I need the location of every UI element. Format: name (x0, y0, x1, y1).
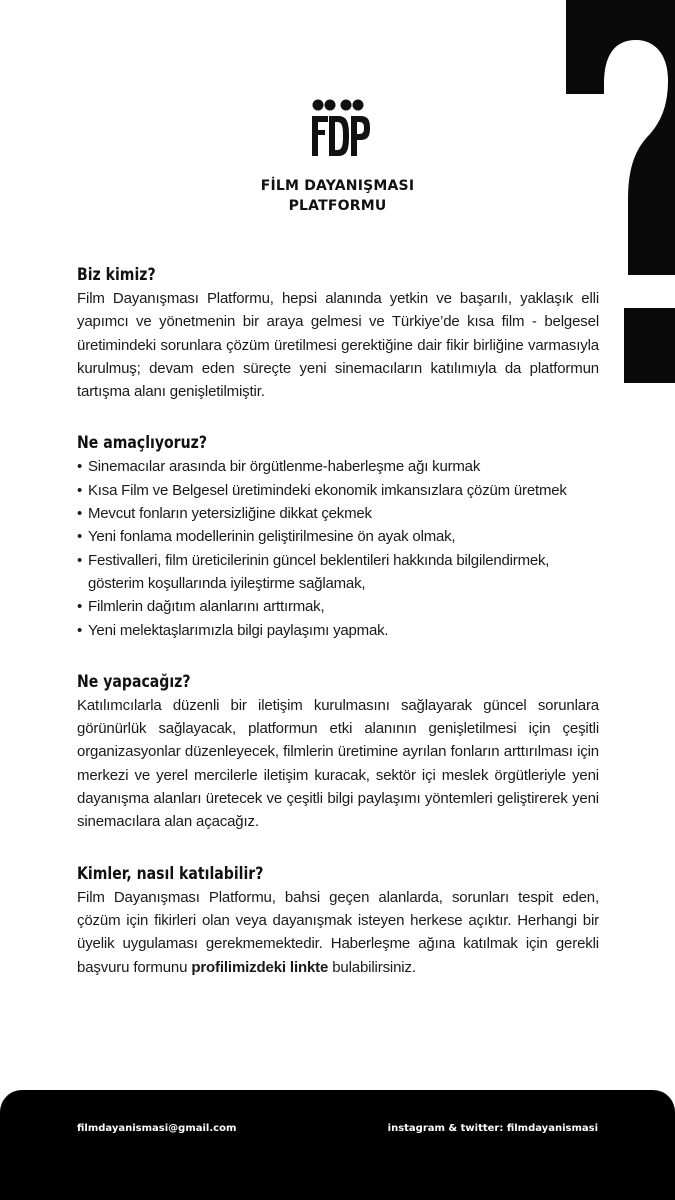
section-title-aims: Ne amaçlıyoruz? (77, 433, 207, 454)
list-item: • Festivalleri, film üreticilerinin güncel beklentileri hakkında bilgilendirmek, gösterim koşullarında iyileştirme sağlamak, (77, 549, 599, 596)
list-item: • Mevcut fonların yetersizliğine dikkat çekmek (77, 502, 599, 525)
section-join (77, 862, 599, 979)
footer-email: filmdayanismasi@gmail.com (77, 1123, 237, 1134)
list-item: • Sinemacılar arasında bir örgütlenme-haberleşme ağı kurmak (77, 455, 599, 478)
brand-name (0, 176, 675, 216)
fdp-logo-icon (296, 98, 380, 160)
section-title-join: Kimler, nasıl katılabilir? (77, 863, 264, 884)
section-title-who: Biz kimiz? (77, 265, 156, 285)
footer-social: instagram & twitter: filmdayanismasi (387, 1123, 598, 1134)
section-body-join (77, 886, 599, 979)
list-item: • Yeni fonlama modellerinin geliştirilmesine ön ayak olmak, (77, 525, 599, 548)
section-title-plans: Ne yapacağız? (77, 671, 191, 692)
section-who (77, 263, 599, 403)
brand-name-line2: PLATFORMU (288, 198, 387, 214)
join-text-end: bulabilirsiniz. (328, 958, 416, 976)
list-item: • Yeni melektaşlarımızla bilgi paylaşımı yapmak. (77, 619, 599, 642)
section-body-who: Film Dayanışması Platformu, hepsi alanında yetkin ve başarılı, yaklaşık elli yapımcı ve yönetmenin bir araya gelmesi ve Türkiye’de kısa film - belgesel üretimindeki sorunlara çözüm üretilmesi gerektiğine dair fikir birliğine varmasıyla kurulmuş; devam eden süreçte yeni sinemacıların katılımıyla da platformun tartışma alanı genişletilmiştir. (77, 290, 599, 401)
list-item: • Filmlerin dağıtım alanlarını arttırmak, (77, 595, 599, 618)
section-body-plans: Katılımcılarla düzenli bir iletişim kurulmasını sağlayarak güncel sorunlara görünürlük sağlayacak, platformun etki alanının genişletilmesi için çeşitli organizasyonlar düzenleyecek, filmlerin üretimine ayrılan fonların arttırılması için merkezi ve yerel mercilerle iletişim kuracak, sektör içi meslek örgütleriyle yeni dayanışma alanları üretecek ve çeşitli bilgi paylaşımı yöntemleri geliştirerek yeni sinemacılara alan açacağız. (77, 696, 599, 831)
list-item: • Kısa Film ve Belgesel üretimindeki ekonomik imkansızlara çözüm üretmek (77, 479, 599, 502)
aims-list (77, 455, 599, 641)
join-text-start: Film Dayanışması Platformu, bahsi geçen alanlarda, sorunları tespit eden, çözüm için fikirleri olan veya dayanışmak isteyen herkese açıktır. Herhangi bir üyelik uygulaması gerekmemektedir. Haberleşme ağına katılmak için gerekli başvuru formunu (77, 888, 599, 976)
main-content (77, 263, 599, 1007)
section-aims (77, 431, 599, 641)
question-mark-dot (624, 308, 675, 383)
footer-bar (0, 1090, 675, 1200)
profile-link-text: profilimizdeki linkte (191, 958, 329, 976)
section-plans (77, 670, 599, 834)
brand-name-line1: FİLM DAYANIŞMASI (260, 178, 415, 194)
